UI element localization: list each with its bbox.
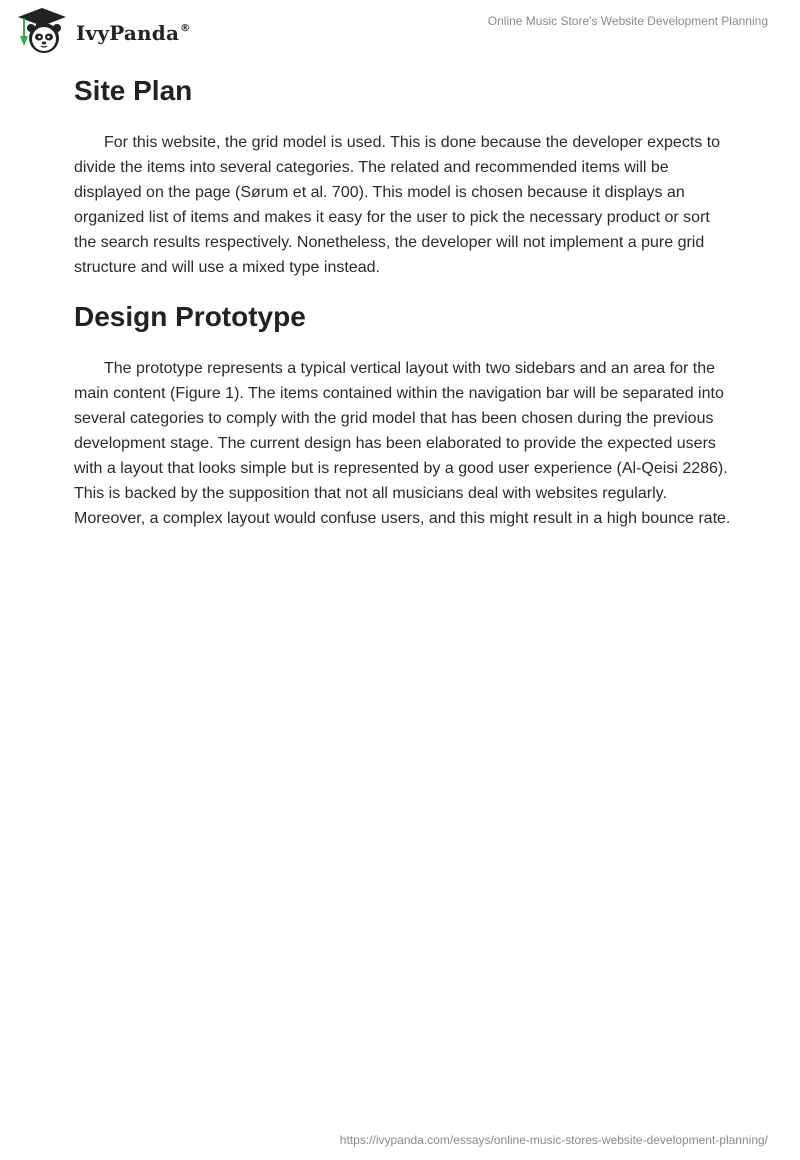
essay-content	[74, 72, 734, 549]
document-title: Online Music Store's Website Development Planning	[487, 14, 768, 28]
panda-graduate-icon	[14, 6, 70, 56]
brand-name: IvyPanda®	[76, 21, 191, 45]
source-url-link[interactable]: https://ivypanda.com/essays/online-music-stores-website-development-planning/	[339, 1133, 768, 1147]
section-paragraph: The prototype represents a typical vertical layout with two sidebars and an area for the main content (Figure 1). The items contained within the navigation bar will be separated into several categories to comply with the grid model that has been chosen during the previous development stage. The current design has been elaborated to provide the expected users with a layout that looks simple but is represented by a good user experience (Al-Qeisi 2286). This is backed by the supposition that not all musicians deal with websites regularly. Moreover, a complex layout would confuse users, and this might result in a high bounce rate.	[74, 360, 731, 527]
section-site-plan	[74, 72, 734, 280]
section-design-prototype	[74, 298, 734, 531]
section-paragraph: For this website, the grid model is used. This is done because the developer expects to divide the items into several categories. The related and recommended items will be displayed on the page (Sørum et al. 700). This model is chosen because it displays an organized list of items and makes it easy for the user to pick the necessary product or sort the search results respectively. Nonetheless, the developer will not implement a pure grid structure and will use a mixed type instead.	[74, 134, 721, 276]
ivypanda-logo[interactable]	[14, 6, 190, 56]
page-header	[0, 0, 800, 60]
section-heading: Site Plan	[74, 75, 193, 106]
section-heading: Design Prototype	[74, 301, 306, 332]
registered-mark: ®	[180, 23, 191, 34]
